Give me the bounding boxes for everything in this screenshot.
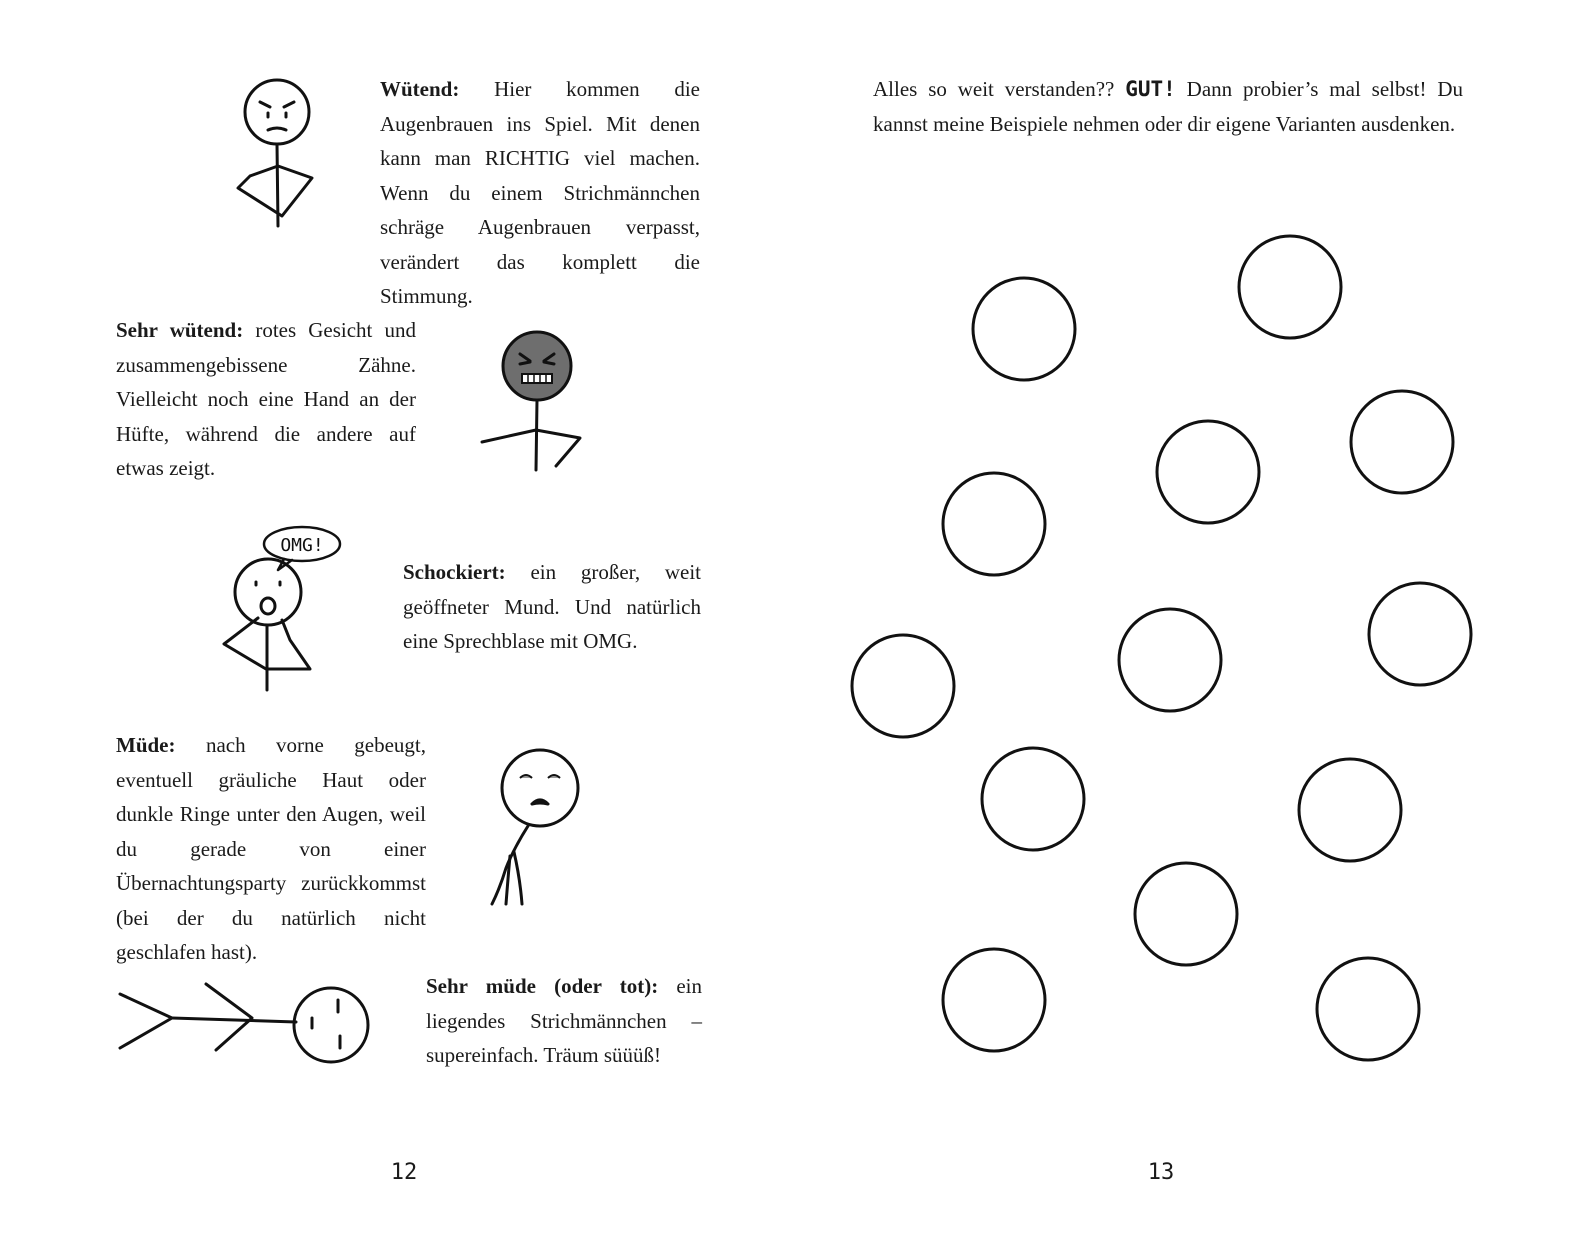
entry-angry-term: Wütend: bbox=[380, 77, 460, 101]
practice-circle[interactable] bbox=[852, 635, 954, 737]
intro-after: Dann probier’s mal selbst! Du kannst meine Beispiele nehmen oder dir eigene Varianten ausdenken. bbox=[873, 77, 1464, 136]
practice-circle[interactable] bbox=[1299, 759, 1401, 861]
entry-very-angry bbox=[116, 313, 416, 486]
shocked-stickman-icon bbox=[220, 522, 350, 692]
practice-circle[interactable] bbox=[1157, 421, 1259, 523]
left-page bbox=[0, 0, 797, 1241]
entry-very-angry-term: Sehr wütend: bbox=[116, 318, 244, 342]
page-number-right: 13 bbox=[1147, 1160, 1175, 1185]
practice-circle[interactable] bbox=[1119, 609, 1221, 711]
entry-very-angry-text: rotes Gesicht und zusammengebissene Zähne. Vielleicht noch eine Hand an der Hüfte, während die andere auf etwas zeigt. bbox=[116, 318, 416, 480]
practice-circle[interactable] bbox=[982, 748, 1084, 850]
tired-stickman-icon bbox=[484, 748, 584, 908]
entry-angry-text: Hier kommen die Augenbrauen ins Spiel. Mit denen kann man RICHTIG viel machen. Wenn du einem Strichmännchen schräge Augenbrauen verpasst, verändert das komplett die Stimmung. bbox=[380, 77, 701, 308]
angry-stickman-icon bbox=[232, 78, 322, 228]
entry-angry bbox=[380, 72, 700, 314]
entry-shocked-term: Schockiert: bbox=[403, 560, 506, 584]
practice-circle[interactable] bbox=[1135, 863, 1237, 965]
page-number-left: 12 bbox=[390, 1160, 418, 1185]
entry-shocked-text: ein großer, weit geöffneter Mund. Und natürlich eine Sprechblase mit OMG. bbox=[403, 560, 702, 653]
lying-stickman-icon bbox=[116, 980, 376, 1070]
intro-emphasis: GUT! bbox=[1125, 77, 1176, 101]
entry-very-tired bbox=[426, 969, 702, 1073]
intro-before: Alles so weit verstanden?? bbox=[873, 77, 1115, 101]
entry-very-tired-text: ein liegendes Strichmännchen – supereinfach. Träum süüüß! bbox=[426, 974, 703, 1067]
practice-circle[interactable] bbox=[1369, 583, 1471, 685]
right-page bbox=[797, 0, 1595, 1241]
entry-tired bbox=[116, 728, 426, 970]
entry-very-tired-term: Sehr müde (oder tot): bbox=[426, 974, 659, 998]
practice-circle[interactable] bbox=[1317, 958, 1419, 1060]
practice-circle[interactable] bbox=[973, 278, 1075, 380]
practice-circles bbox=[797, 0, 1595, 1241]
practice-circle[interactable] bbox=[1239, 236, 1341, 338]
entry-tired-text: nach vorne gebeugt, eventuell gräuliche Haut oder dunkle Ringe unter den Augen, weil du gerade von einer Übernachtungsparty zurückkommst (bei der du natürlich nicht geschlafen hast). bbox=[116, 733, 426, 964]
practice-circle[interactable] bbox=[1351, 391, 1453, 493]
very-angry-face bbox=[503, 332, 571, 400]
speech-bubble bbox=[264, 527, 340, 570]
entry-tired-term: Müde: bbox=[116, 733, 176, 757]
speech-bubble-text: OMG! bbox=[280, 535, 324, 556]
entry-shocked bbox=[403, 555, 701, 659]
practice-circle[interactable] bbox=[943, 949, 1045, 1051]
very-angry-stickman-icon bbox=[478, 330, 588, 475]
practice-circle[interactable] bbox=[943, 473, 1045, 575]
